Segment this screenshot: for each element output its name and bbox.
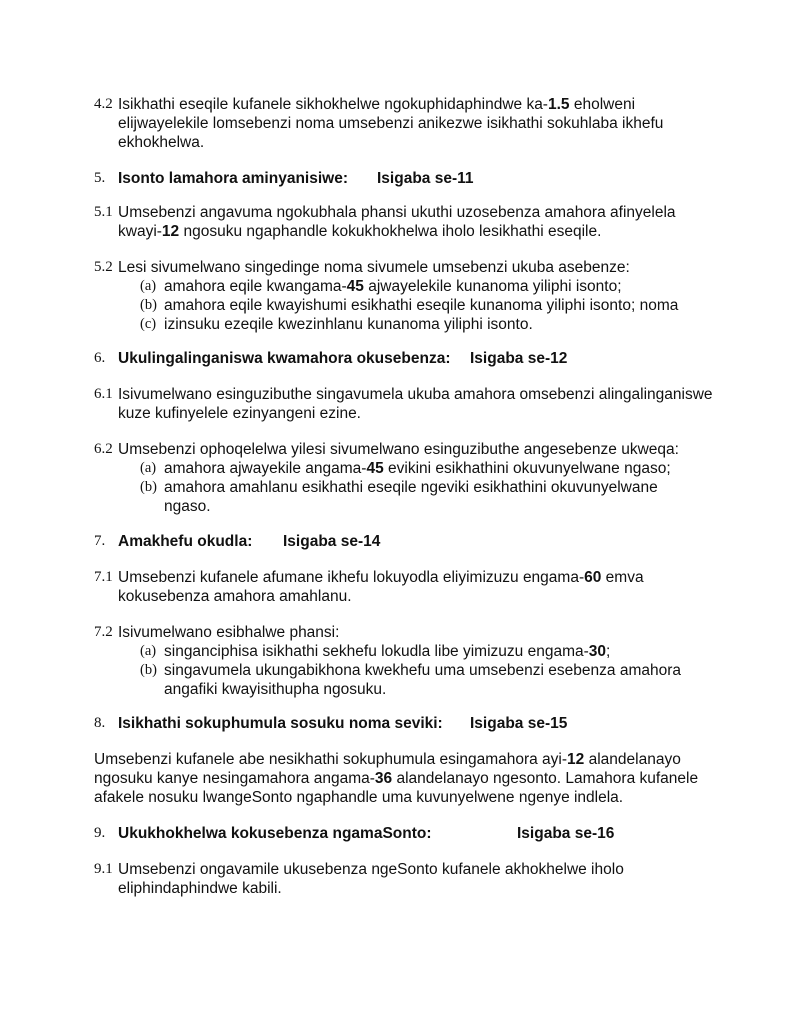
heading-section-ref: Isigaba se-14 [283,533,381,550]
clause-text: Umsebenzi ongavamile ukusebenza ngeSonto kufanele akhokhelwe iholo eliphindaphindwe kabili. [118,861,624,897]
sub-item-a: (a) singanciphisa isikhathi sekhefu lokudla libe yimizuzu engama-30; [140,643,611,660]
sub-item-label: (b) [140,662,157,678]
clause-text: Isivumelwano esinguzibuthe singavumela ukuba amahora omsebenzi alingalinganiswe kuze kufinyelele ezinyangeni ezine. [118,386,713,422]
clause-intro: Lesi sivumelwano singedinge noma sivumele umsebenzi ukuba asebenze: [118,259,630,276]
clause-number: 7.2 [94,624,113,640]
sub-item-label: (b) [140,479,157,495]
heading-section-ref: Isigaba se-12 [470,350,568,367]
section-heading-9 [94,824,714,843]
sub-item-b: (b) amahora amahlanu esikhathi eseqile ngeviki esikhathini okuvunyelwane ngaso. [140,479,658,515]
sub-item-b: (b) amahora eqile kwayishumi esikhathi eseqile kunanoma yiliphi isonto; noma [140,297,679,314]
section-heading-5 [94,169,714,188]
heading-title: Ukukhokhelwa kokusebenza ngamaSonto: [118,825,432,842]
heading-title: Ukulingalinganiswa kwamahora okusebenza: [118,350,451,367]
clause-intro: Umsebenzi ophoqelelwa yilesi sivumelwano esinguzibuthe angesebenze ukweqa: [118,441,679,458]
clause-number: 5.1 [94,204,113,220]
clause-number: 5.2 [94,259,113,275]
heading-title: Isonto lamahora aminyanisiwe: [118,170,348,187]
heading-section-ref: Isigaba se-11 [377,170,474,187]
sub-item-label: (c) [140,316,157,332]
section-heading-6 [94,349,714,368]
clause-text: Umsebenzi kufanele afumane ikhefu lokuyodla eliyimizuzu engama-60 emva kokusebenza amahora amahlanu. [118,569,644,605]
heading-number: 5. [94,170,106,186]
section-8-paragraph: Umsebenzi kufanele abe nesikhathi sokuphumula esingamahora ayi-12 alandelanayo ngosuku kanye nesingamahora angama-36 alandelanayo ngesonto. Lamahora kufanele afakele nosuku lwangeSonto ngaphandle uma kuvunyelwene ngenye indlela. [94,751,699,806]
clause-intro: Isivumelwano esibhalwe phansi: [118,624,340,641]
sub-item-label: (a) [140,643,157,659]
clause-7-1 [94,568,714,606]
section-heading-7 [94,532,714,551]
clause-number: 4.2 [94,96,113,112]
sub-item-a: (a) amahora eqile kwangama-45 ajwayelekile kunanoma yiliphi isonto; [140,278,622,295]
sub-item-label: (a) [140,460,157,476]
clause-5-1 [94,203,714,241]
heading-section-ref: Isigaba se-15 [470,715,568,732]
clause-number: 6.2 [94,441,113,457]
heading-section-ref: Isigaba se-16 [517,825,615,842]
heading-title: Amakhefu okudla: [118,533,253,550]
clause-4-2 [94,95,714,152]
clause-number: 6.1 [94,386,113,402]
clause-7-2 [94,623,714,699]
clause-text: Isikhathi eseqile kufanele sikhokhelwe ngokuphidaphindwe ka-1.5 eholweni elijwayelekile lomsebenzi noma umsebenzi anikezwe isikhathi sokuhlaba ikhefu ekhokhelwa. [118,96,664,151]
sub-item-a: (a) amahora ajwayekile angama-45 evikini esikhathini okuvunyelwane ngaso; [140,460,671,477]
clause-6-1 [94,385,714,423]
sub-item-label: (b) [140,297,157,313]
clause-number: 9.1 [94,861,113,877]
clause-number: 7.1 [94,569,113,585]
clause-9-1 [94,860,714,898]
heading-number: 7. [94,533,106,549]
clause-6-2 [94,440,714,516]
heading-number: 8. [94,715,106,731]
clause-5-2 [94,258,714,334]
section-heading-8 [94,714,714,733]
sub-item-c: (c) izinsuku ezeqile kwezinhlanu kunanoma yiliphi isonto. [140,316,533,333]
sub-item-label: (a) [140,278,157,294]
heading-number: 9. [94,825,106,841]
sub-item-b: (b) singavumela ukungabikhona kwekhefu uma umsebenzi esebenza amahora angafiki kwayisithupha ngosuku. [140,662,681,698]
heading-title: Isikhathi sokuphumula sosuku noma seviki: [118,715,443,732]
heading-number: 6. [94,350,106,366]
clause-text: Umsebenzi angavuma ngokubhala phansi ukuthi uzosebenza amahora afinyelela kwayi-12 ngosuku ngaphandle kokukhokhelwa iholo lesikhathi eseqile. [118,204,676,240]
